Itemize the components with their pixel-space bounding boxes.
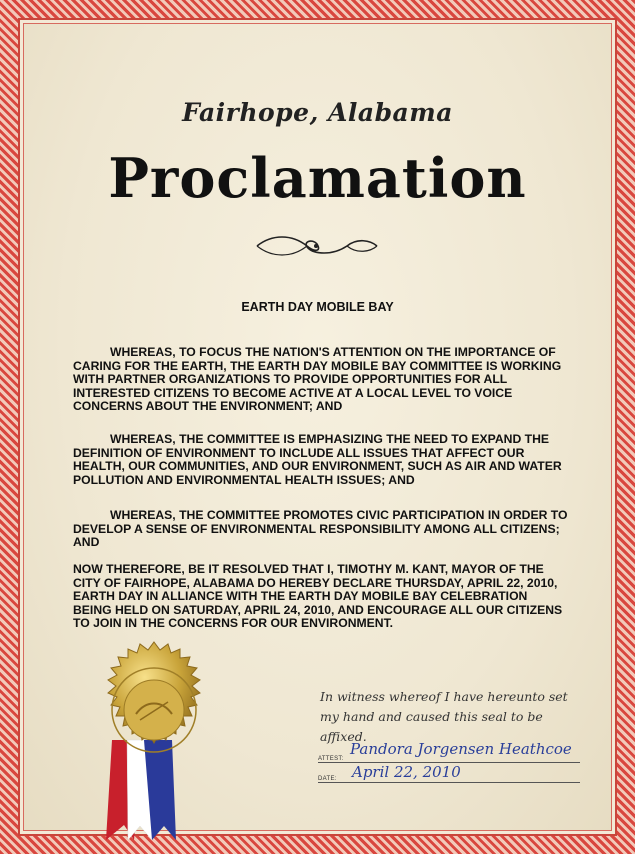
whereas-paragraph-3: WHEREAS, THE COMMITTEE PROMOTES CIVIC PARTICIPATION IN ORDER TO DEVELOP A SENSE OF ENVIRONMENTAL RESPONSIBILITY AMONG ALL CITIZENS; AND	[73, 508, 568, 550]
city-heading: Fairhope, Alabama	[182, 98, 453, 127]
date-value: April 22, 2010	[352, 763, 461, 781]
whereas-paragraph-2: WHEREAS, THE COMMITTEE IS EMPHASIZING THE NEED TO EXPAND THE DEFINITION OF ENVIRONMENT TO INCLUDE ALL ISSUES THAT AFFECT OUR HEALTH, OUR COMMUNITIES, AND OUR ENVIRONMENT, SUCH AS AIR AND WATER POLLUTION AND ENVIRONMENTAL HEALTH ISSUES; AND	[73, 432, 562, 487]
whereas-paragraph-1: WHEREAS, TO FOCUS THE NATION'S ATTENTION ON THE IMPORTANCE OF CARING FOR THE EARTH, THE EARTH DAY MOBILE BAY COMMITTEE IS WORKING WITH PARTNER ORGANIZATIONS TO PROVIDE OPPORTUNITIES FOR ALL INTERESTED CITIZENS TO BECOME ACTIVE AT A LOCAL LEVEL TO VOICE CONCERNS ABOUT THE ENVIRONMENT; AND	[73, 345, 562, 414]
date-line	[318, 782, 580, 783]
resolution-paragraph: NOW THEREFORE, BE IT RESOLVED THAT I, TIMOTHY M. KANT, MAYOR OF THE CITY OF FAIRHOPE, ALABAMA DO HEREBY DECLARE THURSDAY, APRIL 22, 2010, EARTH DAY IN ALLIANCE WITH THE EARTH DAY MOBILE BAY CELEBRATION BEING HELD ON SATURDAY, APRIL 24, 2010, AND ENCOURAGE ALL OUR CITIZENS TO JOIN IN THE CONCERNS FOR OUR ENVIRONMENT.	[73, 562, 563, 631]
witness-statement: In witness whereof I have hereunto set my hand and caused this seal to be affixed.	[320, 689, 568, 744]
proclamation-subject: EARTH DAY MOBILE BAY	[241, 300, 394, 314]
attest-label: ATTEST:	[318, 756, 344, 762]
proclamation-title: Proclamation	[108, 146, 527, 210]
flourish-ornament-icon	[252, 232, 382, 260]
attest-signature: Pandora Jorgensen Heathcoe	[350, 740, 572, 758]
date-label: DATE:	[318, 776, 337, 782]
gold-seal-icon	[72, 640, 232, 854]
